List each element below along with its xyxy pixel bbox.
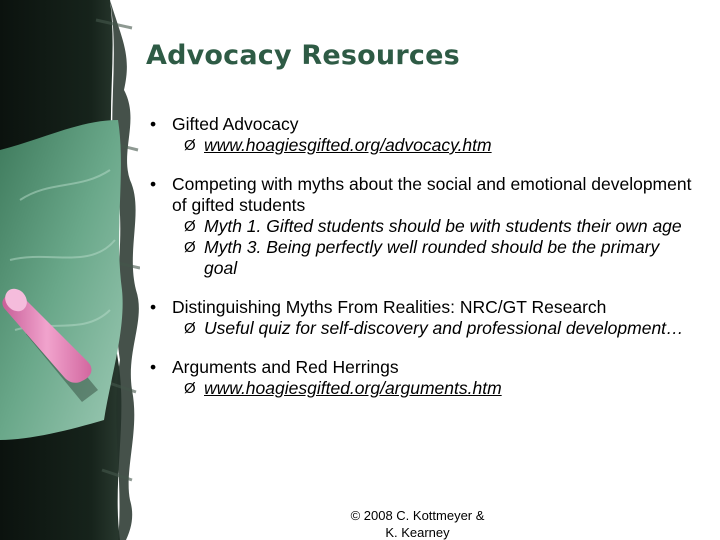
arrow-icon: Ø <box>184 218 196 235</box>
sub-bullet-item <box>150 135 695 156</box>
sub-bullet-text: Myth 1. Gifted students should be with students their own age <box>204 216 682 236</box>
footer-line: K. Kearney <box>385 525 450 540</box>
bullet-icon: • <box>150 114 157 134</box>
sub-bullet-item <box>150 378 695 399</box>
sub-bullet-item <box>150 237 695 279</box>
copyright-footer <box>330 507 505 540</box>
arguments-link[interactable]: www.hoagiesgifted.org/arguments.htm <box>204 378 502 398</box>
sub-bullet-text: Myth 3. Being perfectly well rounded should be the primary goal <box>204 237 660 278</box>
arrow-icon: Ø <box>184 380 196 397</box>
slide-title: Advocacy Resources <box>146 40 460 71</box>
bullet-icon: • <box>150 297 157 317</box>
bullet-text: Distinguishing Myths From Realities: NRC/GT Research <box>172 297 607 317</box>
bullet-text: Gifted Advocacy <box>172 114 299 134</box>
arrow-icon: Ø <box>184 320 196 337</box>
bullet-item <box>150 114 695 135</box>
arrow-icon: Ø <box>184 137 196 154</box>
arrow-icon: Ø <box>184 239 196 256</box>
bullet-item <box>150 297 695 318</box>
sub-bullet-text: Useful quiz for self-discovery and professional development… <box>204 318 684 338</box>
advocacy-link[interactable]: www.hoagiesgifted.org/advocacy.htm <box>204 135 492 155</box>
bullet-icon: • <box>150 357 157 377</box>
bullet-list <box>150 114 695 399</box>
bullet-item <box>150 174 695 216</box>
footer-line: © 2008 C. Kottmeyer & <box>350 508 485 523</box>
chalkboard-decoration <box>0 0 140 540</box>
bullet-item <box>150 357 695 378</box>
bullet-text: Arguments and Red Herrings <box>172 357 399 377</box>
bullet-text: Competing with myths about the social and emotional development of gifted students <box>172 174 692 215</box>
bullet-icon: • <box>150 174 157 194</box>
sub-bullet-item <box>150 216 695 237</box>
sub-bullet-item <box>150 318 695 339</box>
